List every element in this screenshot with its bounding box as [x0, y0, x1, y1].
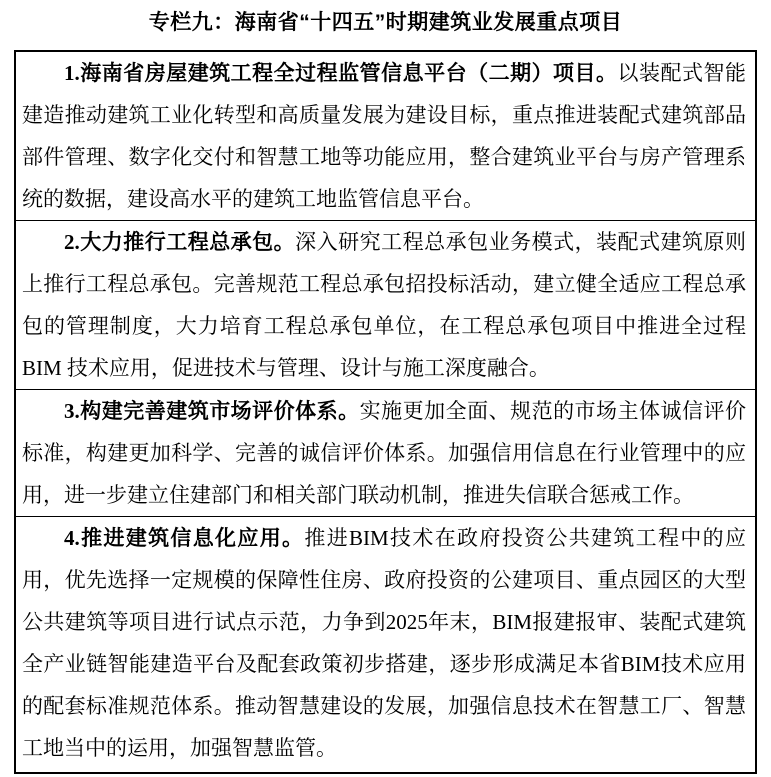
section-lead: 2.大力推行工程总承包。	[64, 230, 296, 254]
section-item-1	[16, 52, 755, 220]
section-lead: 1.海南省房屋建筑工程全过程监管信息平台（二期）项目。	[64, 61, 618, 85]
section-body: 推进BIM技术在政府投资公共建筑工程中的应用，优先选择一定规模的保障性住房、政府投资的公建项目、重点园区的大型公共建筑等项目进行试点示范，力争到2025年末，BIM报建报审、装配式建筑全产业链智能建造平台及配套政策初步搭建，逐步形成满足本省BIM技术应用的配套标准规范体系。推动智慧建设的发展，加强信息技术在智慧工厂、智慧工地当中的运用，加强智慧监管。	[22, 526, 747, 760]
section-paragraph	[22, 390, 746, 516]
section-item-2	[16, 220, 755, 389]
column-box	[14, 50, 757, 774]
section-paragraph	[22, 517, 746, 769]
section-item-3	[16, 389, 755, 516]
section-body: 实施更加全面、规范的市场主体诚信评价标准，构建更加科学、完善的诚信评价体系。加强信用信息在行业管理中的应用，进一步建立住建部门和相关部门联动机制，推进失信联合惩戒工作。	[22, 399, 747, 507]
document-title: 专栏九：海南省“十四五”时期建筑业发展重点项目	[148, 11, 623, 34]
section-paragraph	[22, 221, 746, 389]
section-item-4	[16, 516, 755, 769]
section-paragraph	[22, 52, 746, 220]
section-lead: 3.构建完善建筑市场评价体系。	[64, 399, 360, 423]
section-body: 深入研究工程总承包业务模式，装配式建筑原则上推行工程总承包。完善规范工程总承包招投标活动，建立健全适应工程总承包的管理制度，大力培育工程总承包单位，在工程总承包项目中推进全过程 BIM 技术应用，促进技术与管理、设计与施工深度融合。	[22, 230, 747, 380]
section-body: 以装配式智能建造推动建筑工业化转型和高质量发展为建设目标，重点推进装配式建筑部品部件管理、数字化交付和智慧工地等功能应用，整合建筑业平台与房产管理系统的数据，建设高水平的建筑工地监管信息平台。	[22, 61, 747, 211]
section-lead: 4.推进建筑信息化应用。	[64, 526, 305, 550]
